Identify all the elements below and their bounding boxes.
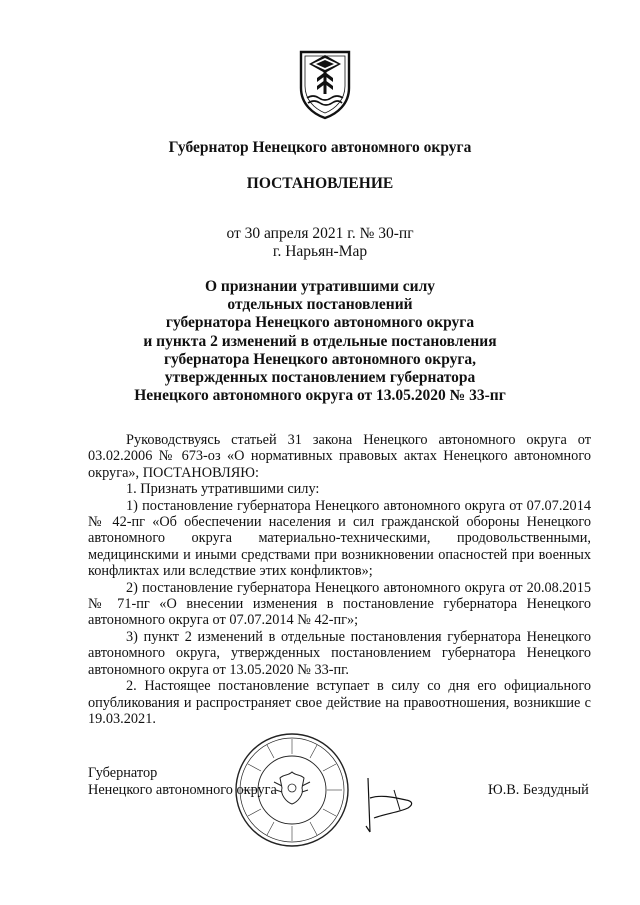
place: г. Нарьян-Мар: [272, 243, 368, 260]
handwritten-signature-icon: [360, 770, 420, 840]
coat-of-arms-icon: [297, 48, 353, 120]
heading-line: губернатора Ненецкого автономного округа: [165, 314, 475, 332]
preamble-paragraph: Руководствуясь статьей 31 закона Ненецкого автономного округа от 03.02.2006 № 673-оз «О нормативных правовых актах Ненецкого автономного округа», ПОСТАНОВЛЯЮ:: [88, 432, 591, 481]
date-number: от 30 апреля 2021 г. № 30-пг: [226, 225, 414, 242]
signer-position-line2: Ненецкого автономного округа: [88, 781, 277, 798]
item-1-1-paragraph: 1) постановление губернатора Ненецкого автономного округа от 07.07.2014 № 42-пг «Об обеспечении населения и сил гражданской обороны Ненецкого автономного округа материально-техническими, продовольственными, медицинскими и иными средствами при возникновении опасностей при военных конфликтах или вследствие этих конфликтов»;: [88, 497, 591, 580]
heading-line: отдельных постановлений: [227, 296, 413, 314]
signer-position-line1: Губернатор: [88, 765, 158, 781]
heading-line: утвержденных постановлением губернатора: [164, 369, 476, 387]
document-body: [88, 432, 591, 727]
item-1-paragraph: 1. Признать утратившими силу:: [126, 481, 320, 498]
item-2-paragraph: 2. Настоящее постановление вступает в силу со дня его официального опубликования и распространяет свое действие на правоотношения, возникшие с 19.03.2021.: [88, 678, 591, 727]
signer-position: [88, 765, 277, 799]
organization-title: Губернатор Ненецкого автономного округа: [168, 139, 472, 156]
item-1-2-paragraph: 2) постановление губернатора Ненецкого автономного округа от 20.08.2015 № 71-пг «О внесении изменения в постановление губернатора Ненецкого автономного округа от 07.07.2014 № 42-пг»;: [88, 579, 591, 629]
heading-line: О признании утратившими силу: [204, 278, 436, 295]
document-type: ПОСТАНОВЛЕНИЕ: [246, 175, 394, 192]
item-1-3-paragraph: 3) пункт 2 изменений в отдельные постановления губернатора Ненецкого автономного округа, утвержденных постановлением губернатора Ненецкого автономного округа от 13.05.2020 № 33-пг.: [88, 628, 591, 678]
heading-line: губернатора Ненецкого автономного округа,: [163, 350, 477, 368]
heading-line: Ненецкого автономного округа от 13.05.2020 № 33-пг: [134, 387, 506, 405]
heading-line: и пункта 2 изменений в отдельные постановления: [143, 332, 497, 350]
signer-name: Ю.В. Бездудный: [488, 782, 589, 798]
document-heading: [60, 278, 580, 405]
